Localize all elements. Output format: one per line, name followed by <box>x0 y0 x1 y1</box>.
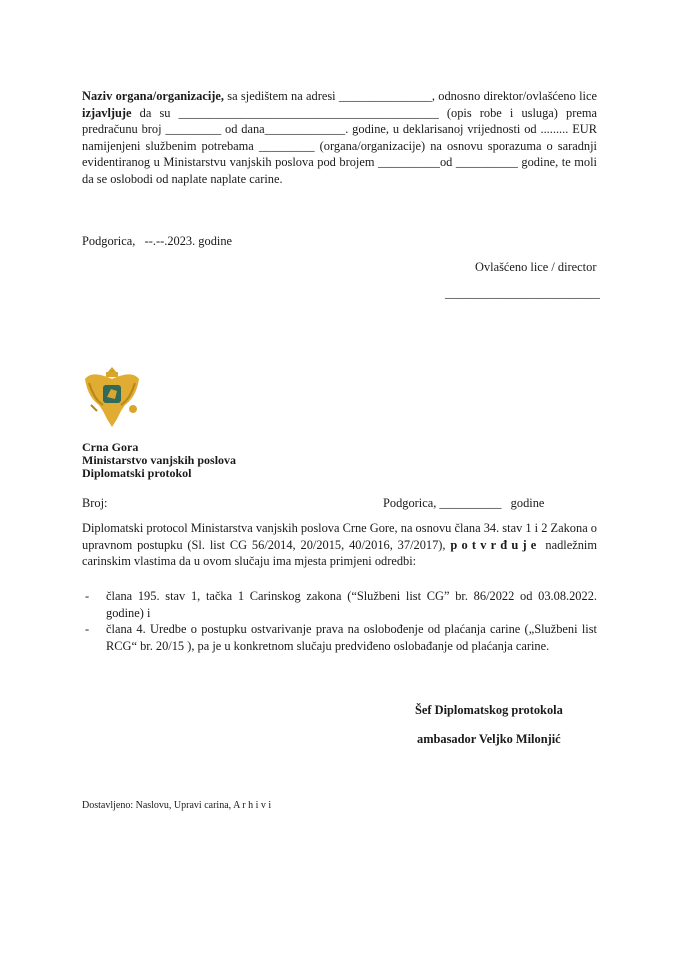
signature-line: _________________________ <box>445 286 600 300</box>
confirmation-paragraph <box>82 520 597 570</box>
dash: - <box>85 622 90 637</box>
chief-title: Šef Diplomatskog protokola <box>415 703 563 717</box>
provisions-list <box>82 588 597 654</box>
item-text: člana 195. stav 1, tačka 1 Carinskog zakona (“Službeni list CG” br. 86/2022 od 03.08.2022. godine) i <box>106 589 597 620</box>
text: Diplomatski protocol Ministarstva vanjskih poslova Crne Gore, na osnovu člana 34. stav 1 i 2 Zakona o upravnom postupku (Sl. list CG 56/2014, 20/2015, 40/2016, 37/2017), <box>82 521 597 552</box>
text: da su __________________________________________ (opis robe i usluga) prema predračunu broj _________ od dana_____________. godine, u deklarisanoj vrijednosti od ......... EUR namijenjeni službenim potrebama _________ (organa/organizacije) na osnovu sporazuma o saradnji evidentiranog u Ministarstvu vanjskih poslova pod brojem __________od __________ godine, te moli da se oslobodi od naplate naplate carine. <box>82 105 597 186</box>
confirmation-place-date: Podgorica, __________ godine <box>383 496 545 510</box>
dash: - <box>85 589 90 603</box>
ministry: Ministarstvo vanjskih poslova <box>82 453 237 467</box>
item-text: člana 4. Uredbe o postupku ostvarivanje prava na oslobođenje od plaćanja carine („Službeni list RCG“ br. 20/15 ), pa je u konkretnom slučaju predviđeno oslobađanje od plaćanja carine. <box>106 622 597 653</box>
signatory-label: Ovlašćeno lice / director <box>475 260 597 274</box>
declaration-place-date: Podgorica, --.--.2023. godine <box>82 234 233 248</box>
list-item <box>82 621 597 654</box>
potvrduje: potvrđuje <box>450 537 541 552</box>
text: nadležnim carinskim vlastima da u ovom slučaju ima mjesta primjeni odredbi: <box>82 537 597 569</box>
text: sa sjedištem na adresi _______________, odnosno direktor/ovlašćeno lice <box>223 89 597 103</box>
chief-name: ambasador Veljko Milonjić <box>417 732 561 746</box>
izjavljuje: izjavljuje <box>82 105 132 120</box>
list-item <box>82 588 597 621</box>
delivered-to: Dostavljeno: Naslovu, Upravi carina, A r h i v i <box>82 800 272 811</box>
letterhead <box>82 441 236 480</box>
department: Diplomatski protokol <box>82 466 192 480</box>
coat-of-arms-icon <box>83 361 141 429</box>
broj-label: Broj: <box>82 496 108 510</box>
declaration-paragraph <box>82 88 597 188</box>
org-name: Naziv organa/organizacije, <box>82 89 224 103</box>
country: Crna Gora <box>82 440 139 454</box>
